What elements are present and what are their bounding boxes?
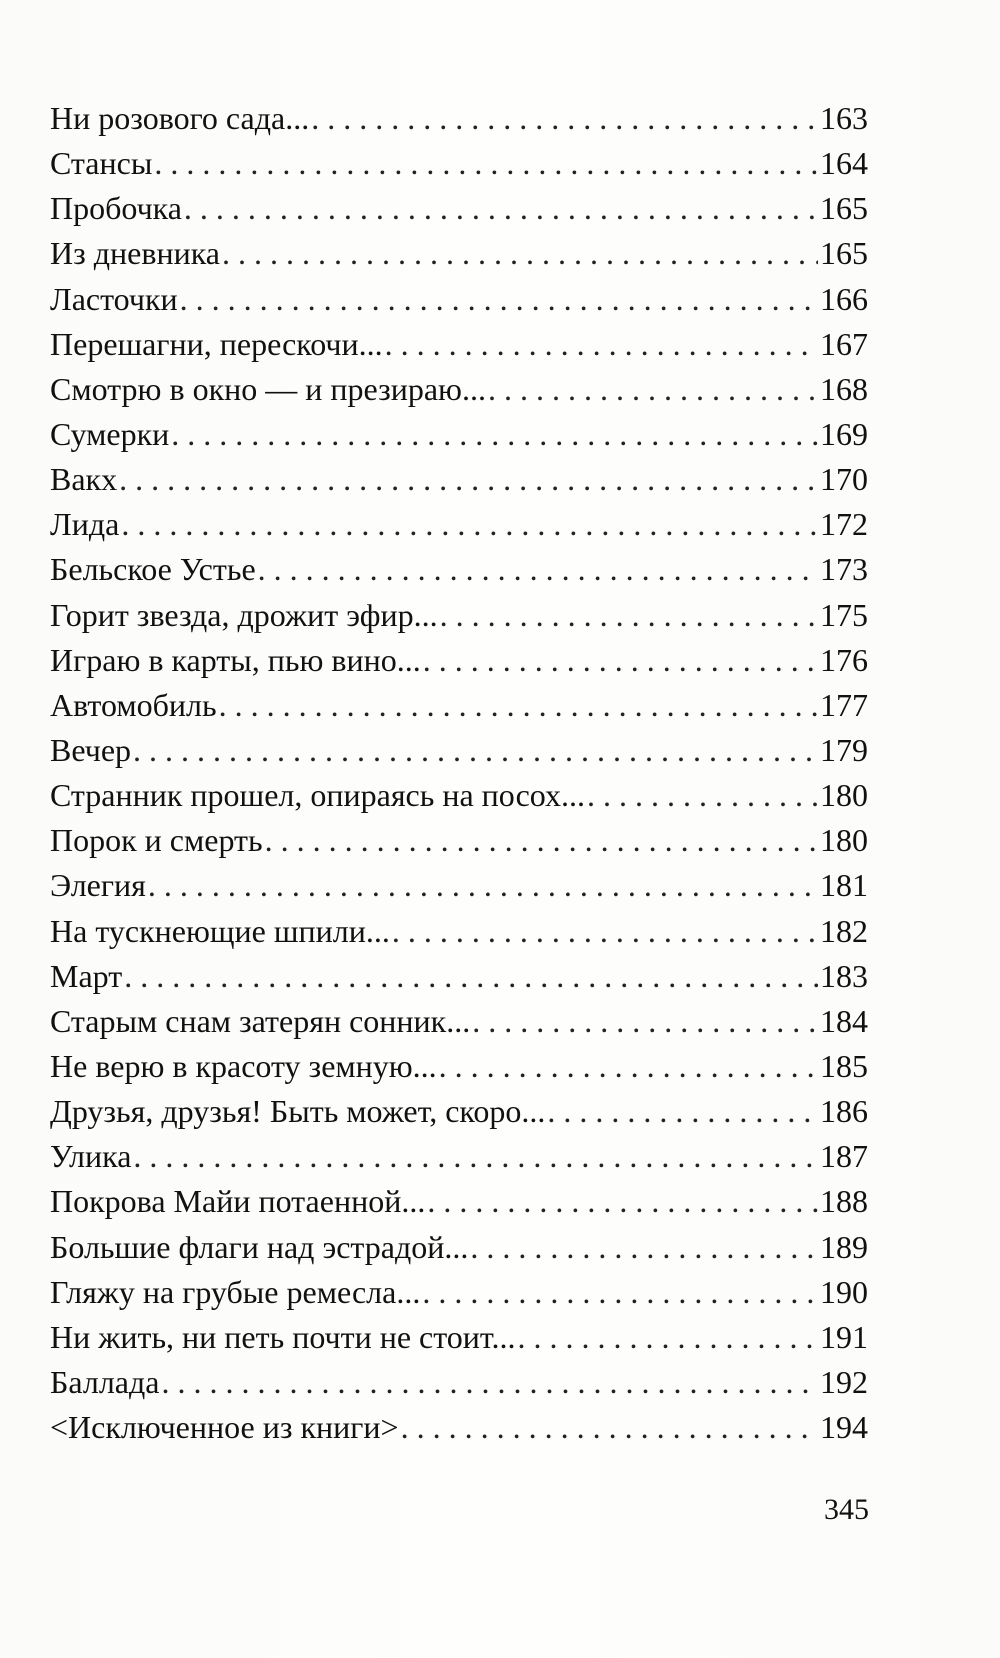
- toc-entry: [50, 728, 868, 773]
- toc-entry: [50, 502, 868, 547]
- toc-entry: [50, 1360, 868, 1405]
- toc-entry: [50, 1270, 868, 1315]
- toc-leader-dots: [133, 728, 818, 773]
- toc-entry: [50, 593, 868, 638]
- toc-entry-title: Большие флаги над эстрадой...: [50, 1228, 469, 1265]
- toc-leader-dots: [171, 412, 818, 457]
- toc-entry-page: 179: [820, 731, 868, 768]
- toc-entry-title: Смотрю в окно — и презираю...: [50, 370, 486, 407]
- toc-entry-title: Не верю в красоту земную...: [50, 1047, 437, 1084]
- toc-entry: [50, 999, 868, 1044]
- toc-entry-title: Гляжу на грубые ремесла...: [50, 1273, 421, 1310]
- toc-entry-page: 170: [820, 461, 868, 498]
- toc-entry-page: 180: [820, 777, 868, 814]
- toc-entry: [50, 1089, 868, 1134]
- toc-entry-page: 176: [820, 641, 868, 678]
- toc-leader-dots: [265, 818, 818, 863]
- toc-entry: [50, 1179, 868, 1224]
- toc-entry: [50, 277, 868, 322]
- toc-entry-page: 180: [820, 822, 868, 859]
- page-number: 345: [824, 1493, 869, 1526]
- toc-leader-dots: [124, 954, 818, 999]
- toc-leader-dots: [161, 1360, 818, 1405]
- toc-entry-title: Покрова Майи потаенной...: [50, 1183, 426, 1220]
- toc-entry-title: Горит звезда, дрожит эфир...: [50, 596, 438, 633]
- toc-entry: [50, 773, 868, 818]
- toc-leader-dots: [222, 231, 818, 276]
- toc-entry-title: Ни розового сада...: [50, 100, 310, 136]
- toc-entry-title: Порок и смерть: [50, 822, 263, 859]
- toc-entry-page: 167: [820, 325, 868, 362]
- toc-entry-title: Из дневника: [50, 235, 220, 272]
- toc-entry-page: 175: [820, 596, 868, 633]
- toc-leader-dots: [392, 909, 818, 954]
- toc-entry-title: Март: [50, 957, 123, 994]
- toc-entry-page: 177: [820, 686, 868, 723]
- toc-leader-dots: [119, 457, 818, 502]
- toc-entry: [50, 1044, 868, 1089]
- toc-entry-page: 173: [820, 551, 868, 588]
- toc-entry-page: 181: [820, 867, 868, 904]
- toc-entry-title: Играю в карты, пью вино...: [50, 641, 421, 678]
- toc-entry-title: На тускнеющие шпили...: [50, 912, 390, 949]
- toc-entry-page: 169: [820, 415, 868, 452]
- toc-entry: [50, 1225, 868, 1270]
- toc-entry: [50, 412, 868, 457]
- toc-entry: [50, 1134, 868, 1179]
- toc-leader-dots: [385, 322, 818, 367]
- toc-entry-title: Улика: [50, 1138, 132, 1175]
- toc-leader-dots: [154, 141, 818, 186]
- toc-leader-dots: [148, 863, 818, 908]
- toc-leader-dots: [587, 773, 818, 818]
- toc-leader-dots: [180, 277, 818, 322]
- toc-entry: [50, 954, 868, 999]
- toc-entry: [50, 683, 868, 728]
- table-of-contents: [50, 96, 868, 1450]
- toc-entry: [50, 909, 868, 954]
- toc-entry: [50, 457, 868, 502]
- toc-entry-page: 165: [820, 235, 868, 272]
- toc-entry-page: 166: [820, 280, 868, 317]
- toc-entry-page: 185: [820, 1047, 868, 1084]
- toc-entry-page: 164: [820, 145, 868, 182]
- toc-leader-dots: [219, 683, 818, 728]
- toc-entry: [50, 367, 868, 412]
- toc-entry-title: Перешагни, перескочи...: [50, 325, 383, 362]
- toc-entry-page: 163: [820, 100, 868, 136]
- toc-entry: [50, 322, 868, 367]
- toc-leader-dots: [470, 1225, 818, 1270]
- toc-leader-dots: [121, 502, 818, 547]
- toc-entry-title: Автомобиль: [50, 686, 217, 723]
- toc-entry-page: 192: [820, 1363, 868, 1400]
- toc-entry: [50, 231, 868, 276]
- toc-entry-page: 190: [820, 1273, 868, 1310]
- toc-entry-page: 182: [820, 912, 868, 949]
- toc-leader-dots: [488, 367, 818, 412]
- toc-leader-dots: [547, 1089, 818, 1134]
- toc-leader-dots: [258, 547, 818, 592]
- toc-leader-dots: [423, 638, 818, 683]
- toc-entry: [50, 863, 868, 908]
- toc-leader-dots: [440, 593, 818, 638]
- toc-entry-title: Бельское Устье: [50, 551, 256, 588]
- toc-entry-page: 183: [820, 957, 868, 994]
- toc-entry-page: 172: [820, 506, 868, 543]
- toc-leader-dots: [472, 999, 818, 1044]
- toc-entry: [50, 186, 868, 231]
- toc-entry: [50, 96, 868, 141]
- toc-leader-dots: [184, 186, 818, 231]
- toc-entry-page: 168: [820, 370, 868, 407]
- toc-entry-title: Сумерки: [50, 415, 170, 452]
- toc-entry: [50, 547, 868, 592]
- toc-entry-title: Вечер: [50, 731, 132, 768]
- toc-entry: [50, 818, 868, 863]
- toc-entry-title: Друзья, друзья! Быть может, скоро...: [50, 1093, 546, 1130]
- toc-entry-title: Вакх: [50, 461, 118, 498]
- toc-entry-title: Стансы: [50, 145, 153, 182]
- toc-entry-title: Пробочка: [50, 190, 182, 227]
- toc-entry: [50, 1405, 868, 1450]
- toc-leader-dots: [439, 1044, 818, 1089]
- toc-entry-page: 186: [820, 1093, 868, 1130]
- toc-entry: [50, 1315, 868, 1360]
- toc-leader-dots: [427, 1179, 818, 1224]
- toc-leader-dots: [133, 1134, 818, 1179]
- toc-entry-page: 188: [820, 1183, 868, 1220]
- toc-entry: [50, 638, 868, 683]
- toc-entry-title: Странник прошел, опираясь на посох...: [50, 777, 585, 814]
- toc-entry-title: Старым снам затерян сонник...: [50, 1002, 471, 1039]
- toc-entry-title: Ласточки: [50, 280, 178, 317]
- toc-entry-title: Ни жить, ни петь почти не стоит...: [50, 1318, 516, 1355]
- toc-leader-dots: [422, 1270, 818, 1315]
- toc-entry-page: 187: [820, 1138, 868, 1175]
- toc-entry-title: Элегия: [50, 867, 146, 904]
- toc-entry-page: 189: [820, 1228, 868, 1265]
- toc-leader-dots: [401, 1405, 818, 1450]
- toc-entry-title: Баллада: [50, 1363, 160, 1400]
- toc-entry-title: <Исключенное из книги>: [50, 1409, 399, 1446]
- toc-entry: [50, 141, 868, 186]
- toc-entry-page: 184: [820, 1002, 868, 1039]
- toc-leader-dots: [311, 96, 818, 141]
- toc-entry-page: 191: [820, 1318, 868, 1355]
- toc-entry-page: 165: [820, 190, 868, 227]
- toc-entry-title: Лида: [50, 506, 120, 543]
- toc-entry-page: 194: [820, 1409, 868, 1446]
- toc-leader-dots: [518, 1315, 819, 1360]
